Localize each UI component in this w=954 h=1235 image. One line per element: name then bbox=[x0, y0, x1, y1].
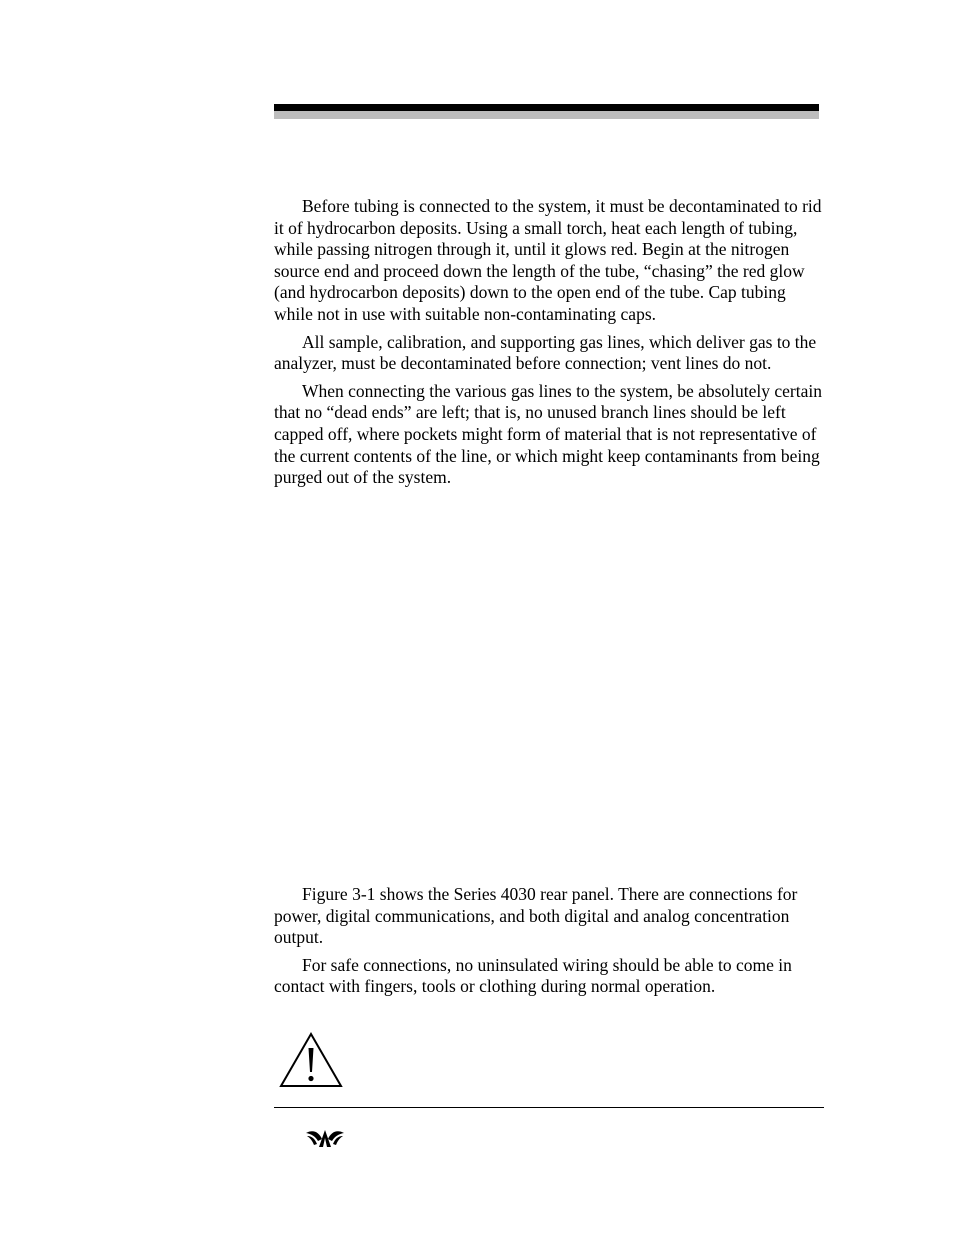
teledyne-logo-icon bbox=[305, 1127, 345, 1149]
body-paragraph: When connecting the various gas lines to the system, be absolutely certain that no “dead ends” are left; that is, no unused branch lines should be left capped off, where pockets might form of material that is not representative of the current contents of the line, or which might keep contaminants from being purged out of the system. bbox=[274, 380, 822, 488]
body-paragraph: All sample, calibration, and supporting gas lines, which deliver gas to the analyzer, must be decontaminated before connection; vent lines do not. bbox=[274, 331, 817, 374]
warning-triangle-icon bbox=[279, 1032, 343, 1088]
body-paragraph: Figure 3-1 shows the Series 4030 rear panel. There are connections for power, digital communications, and both digital and analog concentration output. bbox=[274, 884, 798, 948]
header-rule-dark bbox=[274, 104, 819, 111]
electrical-connections-section bbox=[274, 884, 824, 1004]
body-paragraph: Before tubing is connected to the system, it must be decontaminated to rid it of hydrocarbon deposits. Using a small torch, heat each length of tubing, while passing nitrogen through it, until it glows red. Begin at the nitrogen source end and proceed down the length of the tube, “chasing” the red glow (and hydrocarbon deposits) down to the open end of the tube. Cap tubing while not in use with suitable non-contaminating caps. bbox=[274, 196, 822, 324]
body-paragraph: For safe connections, no uninsulated wiring should be able to come in contact with fingers, tools or clothing during normal operation. bbox=[274, 954, 792, 997]
decontamination-section bbox=[274, 196, 824, 495]
footer-rule bbox=[274, 1107, 824, 1108]
header-rule-light bbox=[274, 111, 819, 119]
